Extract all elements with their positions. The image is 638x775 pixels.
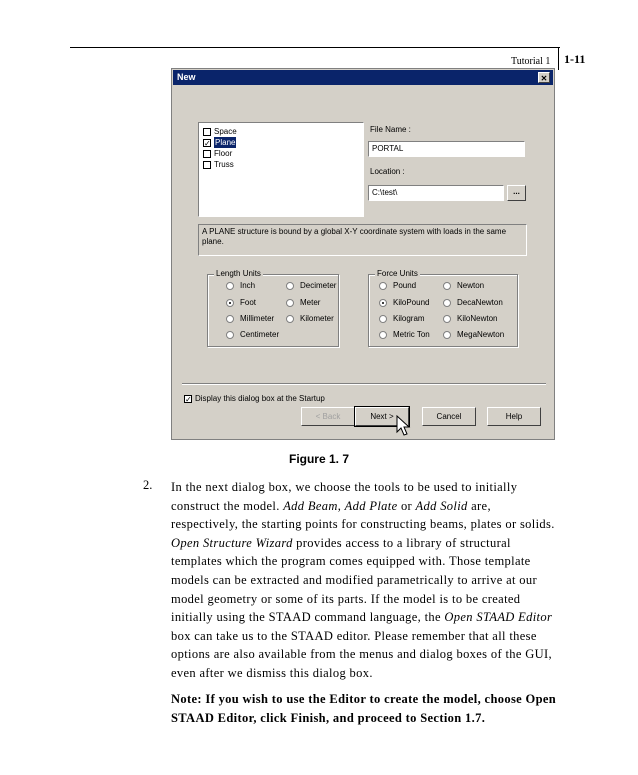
radio-icon[interactable] [443, 331, 451, 339]
radio-label: Newton [457, 281, 485, 290]
structure-type-label: Space [214, 127, 237, 136]
close-icon: ✕ [540, 74, 548, 83]
text-run: In the next dialog box, we choose the tools to be used to initially construct the model. [171, 480, 518, 513]
dialog-separator [182, 383, 546, 384]
structure-type-label: Floor [214, 149, 233, 158]
radio-label: Kilogram [393, 314, 425, 323]
emphasis-add-plate: Add Plate [344, 498, 398, 513]
text-run: , [337, 498, 345, 513]
close-button[interactable] [538, 72, 550, 83]
page-number: 1-11 [564, 52, 586, 66]
radio-label: Millimeter [240, 314, 275, 323]
radio-kilopound[interactable] [379, 298, 429, 308]
checkbox-icon[interactable] [203, 128, 211, 136]
list-number: 2. [143, 478, 153, 492]
radio-label: Decimeter [300, 281, 337, 290]
radio-label: Foot [240, 298, 257, 307]
structure-type-floor[interactable] [203, 148, 232, 159]
radio-kilometer[interactable] [286, 314, 334, 324]
radio-centimeter[interactable] [226, 330, 279, 340]
cancel-button[interactable]: Cancel [422, 407, 476, 426]
radio-icon[interactable] [443, 315, 451, 323]
radio-label: Metric Ton [393, 330, 430, 339]
radio-icon[interactable] [226, 282, 234, 290]
radio-icon[interactable] [379, 282, 387, 290]
radio-icon[interactable] [286, 315, 294, 323]
force-units-group [368, 269, 518, 347]
browse-button[interactable]: ... [507, 185, 526, 201]
radio-icon[interactable] [226, 315, 234, 323]
radio-kilonewton[interactable] [443, 314, 497, 324]
emphasis-add-solid: Add Solid [415, 498, 468, 513]
location-label: Location : [370, 167, 405, 176]
checkbox-icon[interactable] [203, 161, 211, 169]
radio-icon[interactable] [286, 299, 294, 307]
checkbox-checked-icon[interactable]: ✓ [185, 394, 192, 404]
structure-type-list [198, 122, 364, 217]
dialog-title: New [177, 72, 196, 82]
header-chapter: Tutorial 1 [511, 56, 551, 67]
location-input[interactable]: C:\test\ [368, 185, 504, 201]
mouse-pointer-icon [396, 415, 412, 437]
radio-label: Inch [240, 281, 256, 290]
length-units-group [207, 269, 339, 347]
dialog-titlebar [173, 70, 553, 85]
radio-foot[interactable] [226, 298, 256, 308]
structure-type-plane[interactable] [203, 137, 236, 148]
structure-type-label: Plane [215, 138, 236, 147]
body-paragraph [171, 478, 561, 683]
structure-type-truss[interactable] [203, 159, 234, 170]
text-run: provides access to a library of structural templates which the program comes equipped with. Those template models can be extracted and modified parametrically to arrive at our model geometry or some of its parts. If the model is to be created initially using the STAAD command language, the [171, 535, 538, 625]
text-run: are, respectively, the starting points for constructing beams, plates or solids. [171, 498, 555, 532]
radio-selected-icon[interactable] [226, 299, 234, 307]
emphasis-open-staad-editor: Open STAAD Editor [444, 610, 553, 625]
radio-kilogram[interactable] [379, 314, 425, 324]
note-paragraph: Note: If you wish to use the Editor to create the model, choose Open STAAD Editor, click Finish, and proceed to Section 1.7. [171, 692, 557, 725]
structure-type-label: Truss [214, 160, 234, 169]
emphasis-add-beam: Add Beam [283, 498, 338, 513]
checkbox-icon[interactable] [203, 150, 211, 158]
radio-pound[interactable] [379, 281, 416, 291]
radio-label: Centimeter [240, 330, 280, 339]
radio-label: Kilometer [300, 314, 334, 323]
radio-label: Pound [393, 281, 417, 290]
radio-label: KiloNewton [457, 314, 498, 323]
help-button[interactable]: Help [487, 407, 541, 426]
text-run: or [397, 498, 416, 513]
back-button[interactable]: < Back [301, 407, 355, 426]
radio-icon[interactable] [443, 299, 451, 307]
startup-label: Display this dialog box at the Startup [195, 394, 325, 403]
radio-icon[interactable] [379, 331, 387, 339]
file-name-input[interactable]: PORTAL [368, 141, 525, 157]
text-run: box can take us to the STAAD editor. Please remember that all these options are also available from the menus and dialog boxes of the GUI, even after we dismiss this dialog box. [171, 628, 552, 680]
startup-checkbox-row[interactable] [184, 394, 325, 403]
file-name-label: File Name : [370, 125, 411, 134]
header-divider [558, 47, 559, 70]
radio-selected-icon[interactable] [379, 299, 387, 307]
new-dialog [171, 68, 555, 440]
force-units-title: Force Units [377, 269, 418, 278]
radio-icon[interactable] [443, 282, 451, 290]
radio-newton[interactable] [443, 281, 484, 291]
radio-inch[interactable] [226, 281, 255, 291]
radio-meganewton[interactable] [443, 330, 504, 340]
radio-icon[interactable] [286, 282, 294, 290]
radio-metric-ton[interactable] [379, 330, 430, 340]
emphasis-open-structure-wizard: Open Structure Wizard [171, 535, 293, 550]
next-button[interactable]: Next > [355, 407, 409, 426]
checkbox-checked-icon[interactable]: ✓ [204, 138, 211, 148]
radio-decanewton[interactable] [443, 298, 503, 308]
figure-caption: Figure 1. 7 [288, 452, 350, 466]
structure-description: A PLANE structure is bound by a global X-Y coordinate system with loads in the same plane. [198, 224, 527, 256]
length-units-title: Length Units [216, 269, 261, 278]
radio-label: DecaNewton [457, 298, 503, 307]
radio-icon[interactable] [379, 315, 387, 323]
radio-meter[interactable] [286, 298, 320, 308]
radio-label: Meter [300, 298, 321, 307]
structure-type-space[interactable] [203, 126, 237, 137]
radio-decimeter[interactable] [286, 281, 336, 291]
radio-label: KiloPound [393, 298, 430, 307]
radio-label: MegaNewton [457, 330, 505, 339]
header-rule [70, 47, 560, 48]
radio-millimeter[interactable] [226, 314, 274, 324]
radio-icon[interactable] [226, 331, 234, 339]
